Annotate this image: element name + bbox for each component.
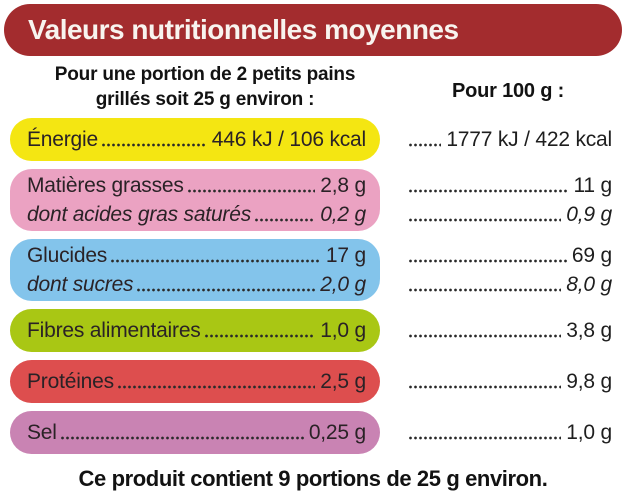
glucides-line [27, 241, 366, 270]
nutrient-label: Protéines [27, 369, 114, 393]
per100-line [405, 200, 612, 229]
per100-line [405, 316, 612, 345]
portion-value: 1,0 g [320, 318, 366, 342]
energie-per100 [405, 118, 612, 161]
table-row-proteines [10, 360, 616, 403]
nutrient-label: Matières grasses [27, 173, 184, 197]
per100-value: 3,8 g [566, 318, 612, 342]
table-row-energie [10, 118, 616, 161]
per100-value: 9,8 g [566, 369, 612, 393]
portion-value: 2,5 g [320, 369, 366, 393]
dotted-leader [408, 200, 561, 229]
sub-nutrient-label: dont acides gras saturés [27, 202, 251, 226]
fibres-per100 [405, 309, 612, 352]
nutrient-label: Glucides [27, 243, 108, 267]
dotted-leader [408, 270, 561, 299]
dotted-leader [187, 171, 316, 200]
page-title: Valeurs nutritionnelles moyennes [28, 14, 459, 45]
glucides-pill [10, 239, 380, 301]
per100-value: 1777 kJ / 422 kcal [446, 127, 612, 151]
dotted-leader [110, 241, 321, 270]
per-portion-header-line1: Pour une portion de 2 petits pains [54, 64, 356, 85]
sucres-line [27, 270, 366, 299]
dotted-leader [101, 125, 207, 154]
per-portion-header-line2: grillés soit 25 g environ : [95, 89, 315, 110]
matieres-grasses-per100 [405, 169, 612, 231]
energie-pill [10, 118, 380, 161]
dotted-leader [408, 171, 568, 200]
acides-gras-satures-line [27, 200, 366, 229]
dotted-leader [204, 316, 316, 345]
dotted-leader [60, 418, 304, 447]
table-row-sel [10, 411, 616, 454]
per100-value: 11 g [573, 173, 612, 197]
nutrient-label: Fibres alimentaires [27, 318, 201, 342]
nutrition-table [10, 118, 616, 454]
sel-per100 [405, 411, 612, 454]
glucides-per100 [405, 239, 612, 301]
dotted-leader [136, 270, 315, 299]
per100-line [405, 367, 612, 396]
column-headers [10, 62, 616, 112]
dotted-leader [408, 125, 441, 154]
per-portion-header [10, 62, 400, 112]
per100-line [405, 270, 612, 299]
portion-value: 446 kJ / 106 kcal [211, 127, 366, 151]
per100-line [405, 125, 612, 154]
table-row-fibres [10, 309, 616, 352]
portion-value: 0,2 g [320, 202, 366, 226]
per100-line [405, 418, 612, 447]
per100-value: 69 g [571, 243, 612, 267]
fibres-pill [10, 309, 380, 352]
portion-value: 17 g [325, 243, 366, 267]
dotted-leader [408, 418, 561, 447]
dotted-leader [408, 367, 561, 396]
table-row-matieres-grasses [10, 169, 616, 231]
matieres-grasses-pill [10, 169, 380, 231]
dotted-leader [408, 316, 561, 345]
dotted-leader [117, 367, 315, 396]
portions-note: Ce produit contient 9 portions de 25 g environ. [78, 466, 548, 491]
title-banner [4, 4, 622, 56]
nutrient-label: Énergie [27, 127, 98, 151]
matieres-grasses-line [27, 171, 366, 200]
per100-line [405, 171, 612, 200]
sub-nutrient-label: dont sucres [27, 272, 134, 296]
proteines-line [27, 367, 366, 396]
dotted-leader [254, 200, 315, 229]
nutrient-label: Sel [27, 420, 57, 444]
portion-value: 0,25 g [308, 420, 366, 444]
per-100g-header-label: Pour 100 g : [451, 79, 565, 102]
per100-line [405, 241, 612, 270]
table-row-glucides [10, 239, 616, 301]
proteines-per100 [405, 360, 612, 403]
per100-value: 1,0 g [566, 420, 612, 444]
fibres-line [27, 316, 366, 345]
energie-line [27, 125, 366, 154]
portion-value: 2,0 g [320, 272, 366, 296]
per100-value: 0,9 g [566, 202, 612, 226]
portion-value: 2,8 g [320, 173, 366, 197]
sel-pill [10, 411, 380, 454]
dotted-leader [408, 241, 567, 270]
per100-value: 8,0 g [566, 272, 612, 296]
proteines-pill [10, 360, 380, 403]
sel-line [27, 418, 366, 447]
per-100g-header [400, 62, 616, 112]
